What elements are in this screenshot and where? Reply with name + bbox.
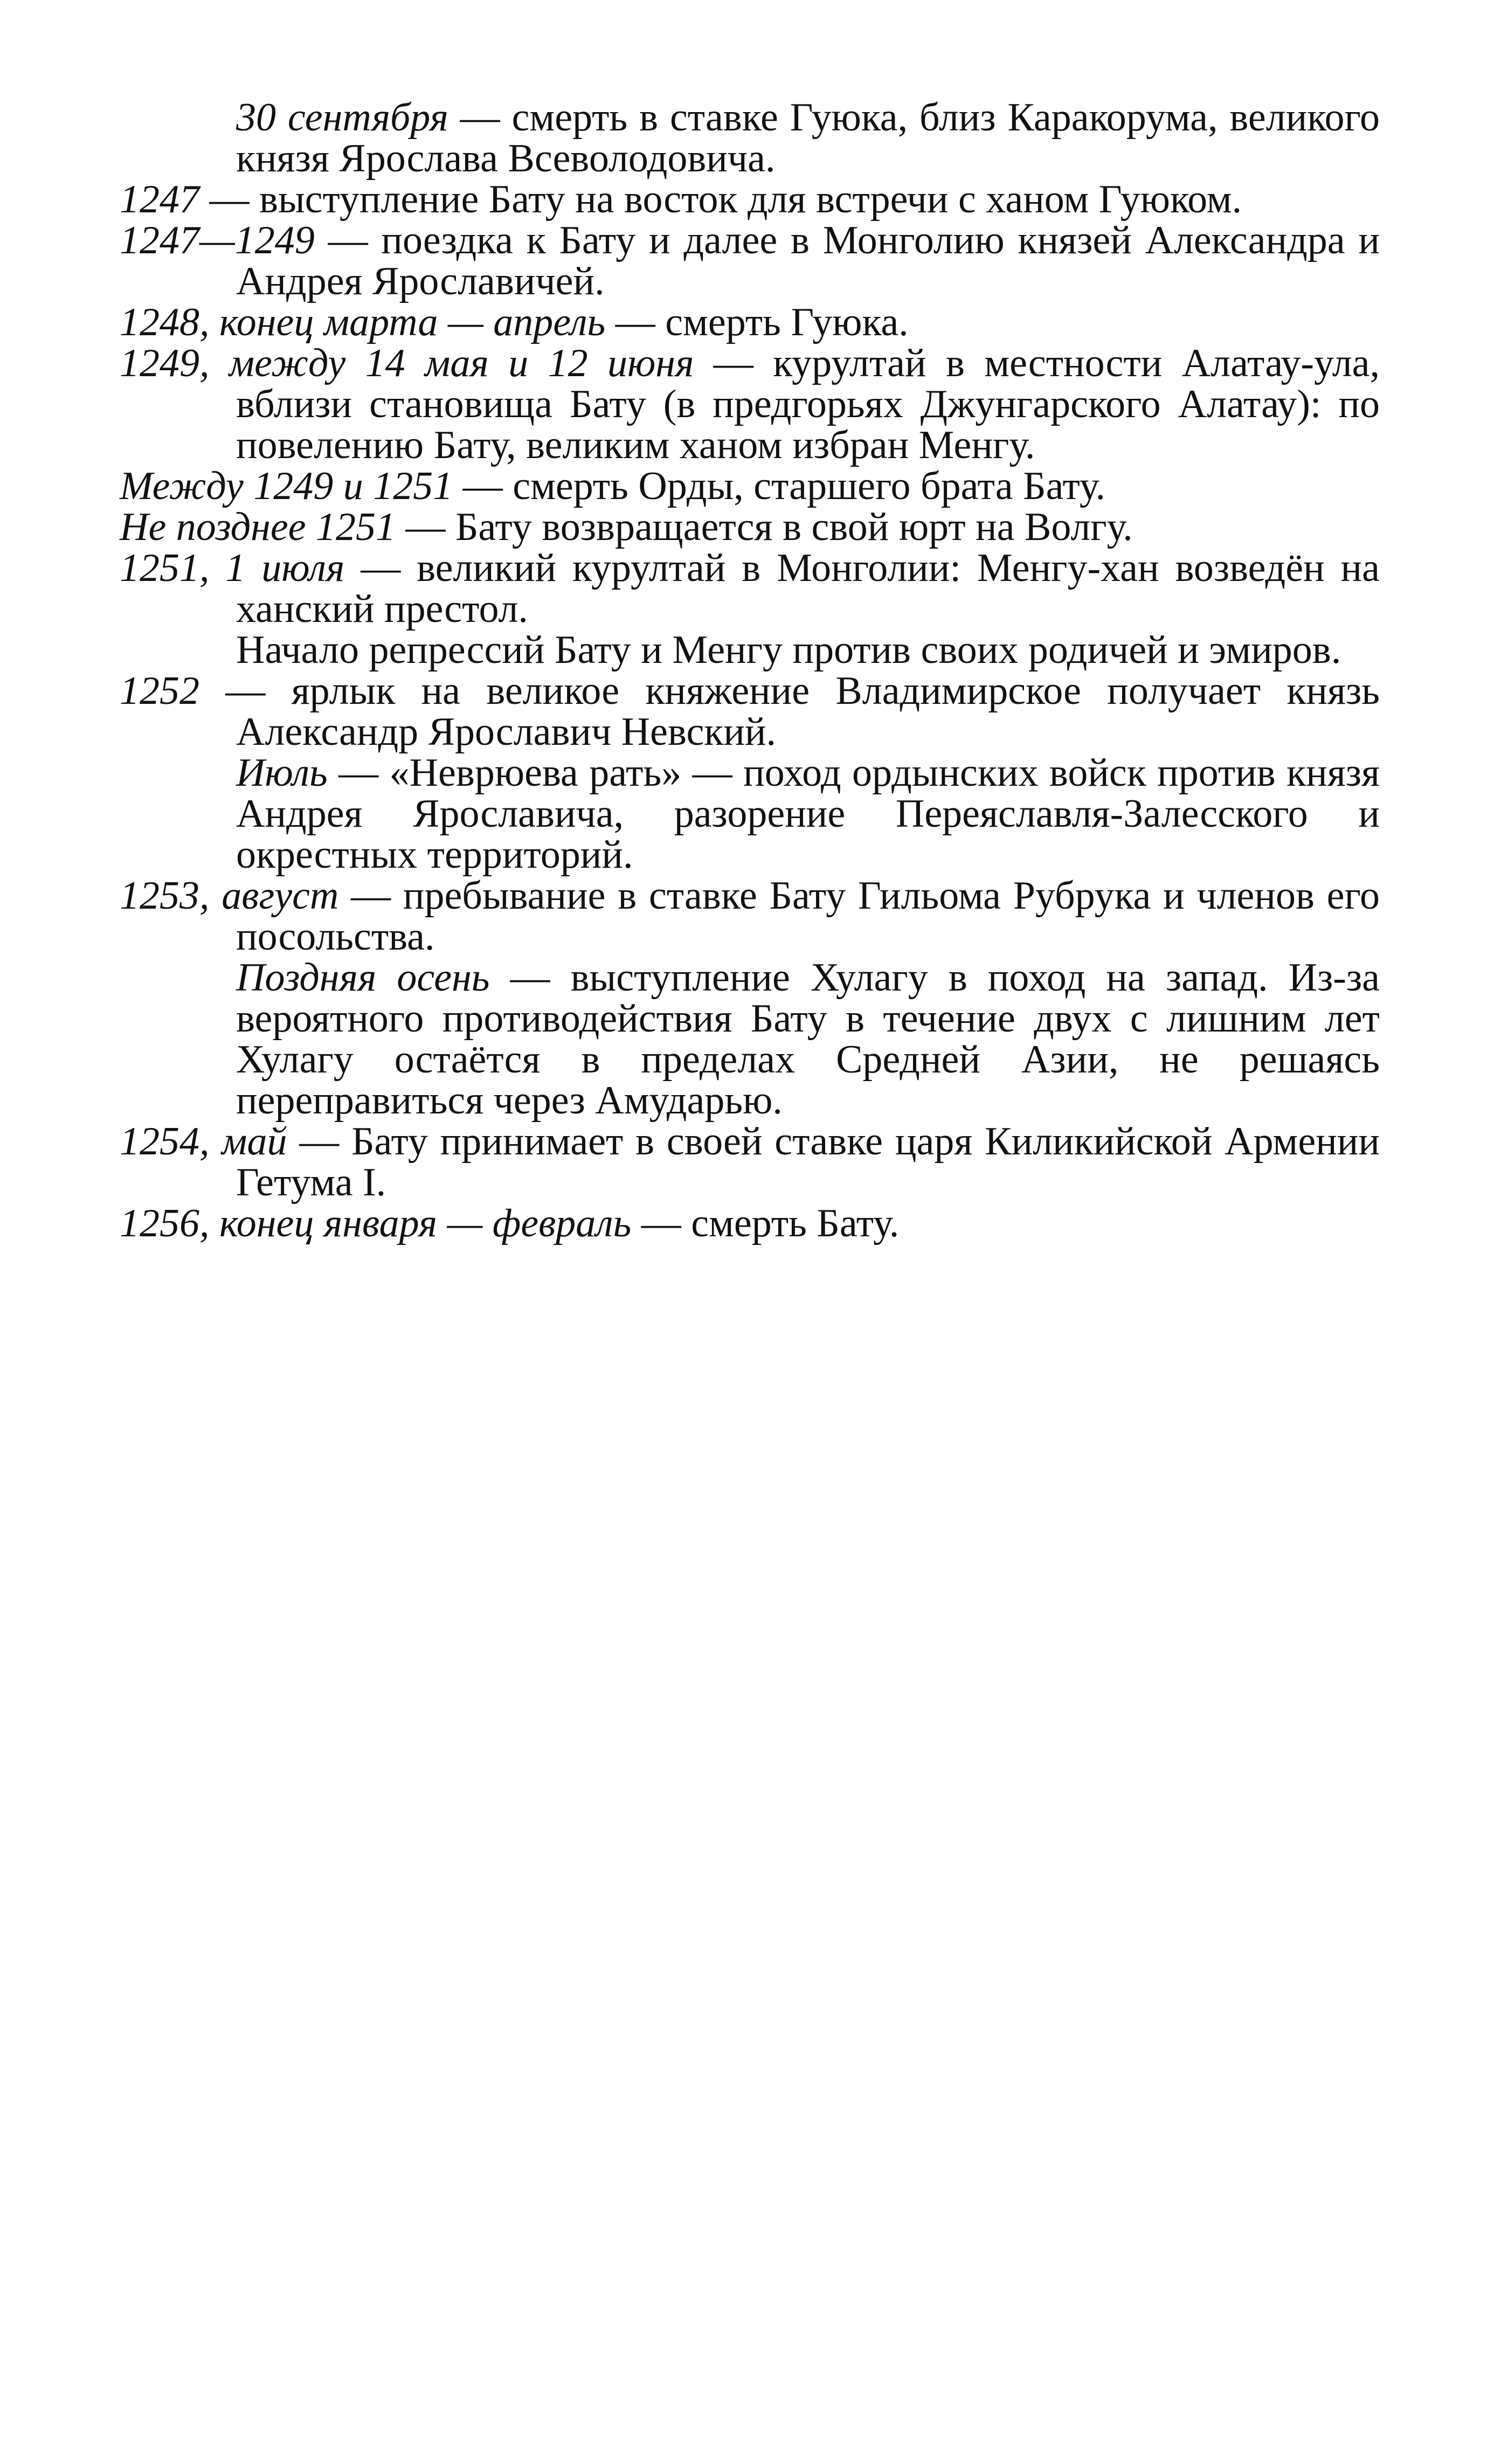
entry-text: — «Неврюева рать» — поход ордынских войск против князя Андрея Ярославича, разорение Переяславля-Залесского и окрестных территорий. [236,751,1380,877]
chronology-entry [120,548,1380,629]
entry-date: Между 1249 и 1251 [120,464,453,508]
entry-text: — смерть Орды, старшего брата Бату. [453,464,1106,508]
entry-text: — поездка к Бату и далее в Монголию князей Александра и Андрея Ярославичей. [236,218,1380,303]
entry-text: — курултай в местности Алатау-ула, вблизи становища Бату (в предгорьях Джунгарского Алатау): по повелению Бату, великим ханом избран Менгу. [236,341,1380,467]
chronology-entry [120,670,1380,752]
chronology-entry [120,97,1380,179]
entry-date: 1248, конец марта — апрель [120,300,606,344]
chronology-entry [120,1203,1380,1244]
entry-text: — смерть Бату. [631,1201,900,1245]
entry-text: — выступление Бату на восток для встречи с ханом Гуюком. [199,177,1242,222]
entry-date: Поздняя осень [236,956,490,1000]
entry-text: — великий курултай в Монголии: Менгу-хан возведён на ханский престол. [236,546,1380,631]
entry-date: 1252 [120,669,199,713]
entry-date: Не позднее 1251 [120,505,396,549]
entry-text: — смерть в ставке Гуюка, близ Каракорума, великого князя Ярослава Всеволодовича. [236,95,1380,181]
entry-text: — выступление Хулагу в поход на запад. Из-за вероятного противодействия Бату в течение двух с лишним лет Хулагу остаётся в пределах Средней Азии, не решаясь переправиться через Амударью. [236,956,1380,1123]
chronology-entry [120,752,1380,875]
entry-date: 30 сентября [236,95,448,140]
entry-text: — Бату принимает в своей ставке царя Киликийской Армении Гетума I. [236,1119,1380,1205]
chronology-entry [120,302,1380,343]
chronology-entry [120,220,1380,302]
entry-text: — Бату возвращается в свой юрт на Волгу. [396,505,1133,549]
chronology-entry [120,629,1380,670]
chronology-page [120,97,1380,1244]
entry-date: 1254, май [120,1119,287,1164]
entry-date: 1251, 1 июля [120,546,345,590]
entry-date: Июль [236,751,328,795]
entry-date: 1247 [120,177,199,222]
chronology-entry [120,179,1380,220]
chronology-entry [120,875,1380,957]
chronology-entry [120,343,1380,466]
entry-text: — смерть Гуюка. [605,300,909,344]
entry-text: Начало репрессий Бату и Менгу против своих родичей и эмиров. [236,628,1341,672]
entry-date: 1249, между 14 мая и 12 июня [120,341,694,385]
chronology-entry [120,957,1380,1121]
entry-date: 1253, август [120,874,339,918]
entry-text: — ярлык на великое княжение Владимирское получает князь Александр Ярославич Невский. [199,669,1380,754]
chronology-entry [120,1121,1380,1203]
entry-text: — пребывание в ставке Бату Гильома Рубрука и членов его посольства. [236,874,1380,959]
entry-date: 1256, конец января — февраль [120,1201,632,1245]
entry-date: 1247—1249 [120,218,315,262]
chronology-entry [120,466,1380,507]
chronology-entry [120,507,1380,548]
